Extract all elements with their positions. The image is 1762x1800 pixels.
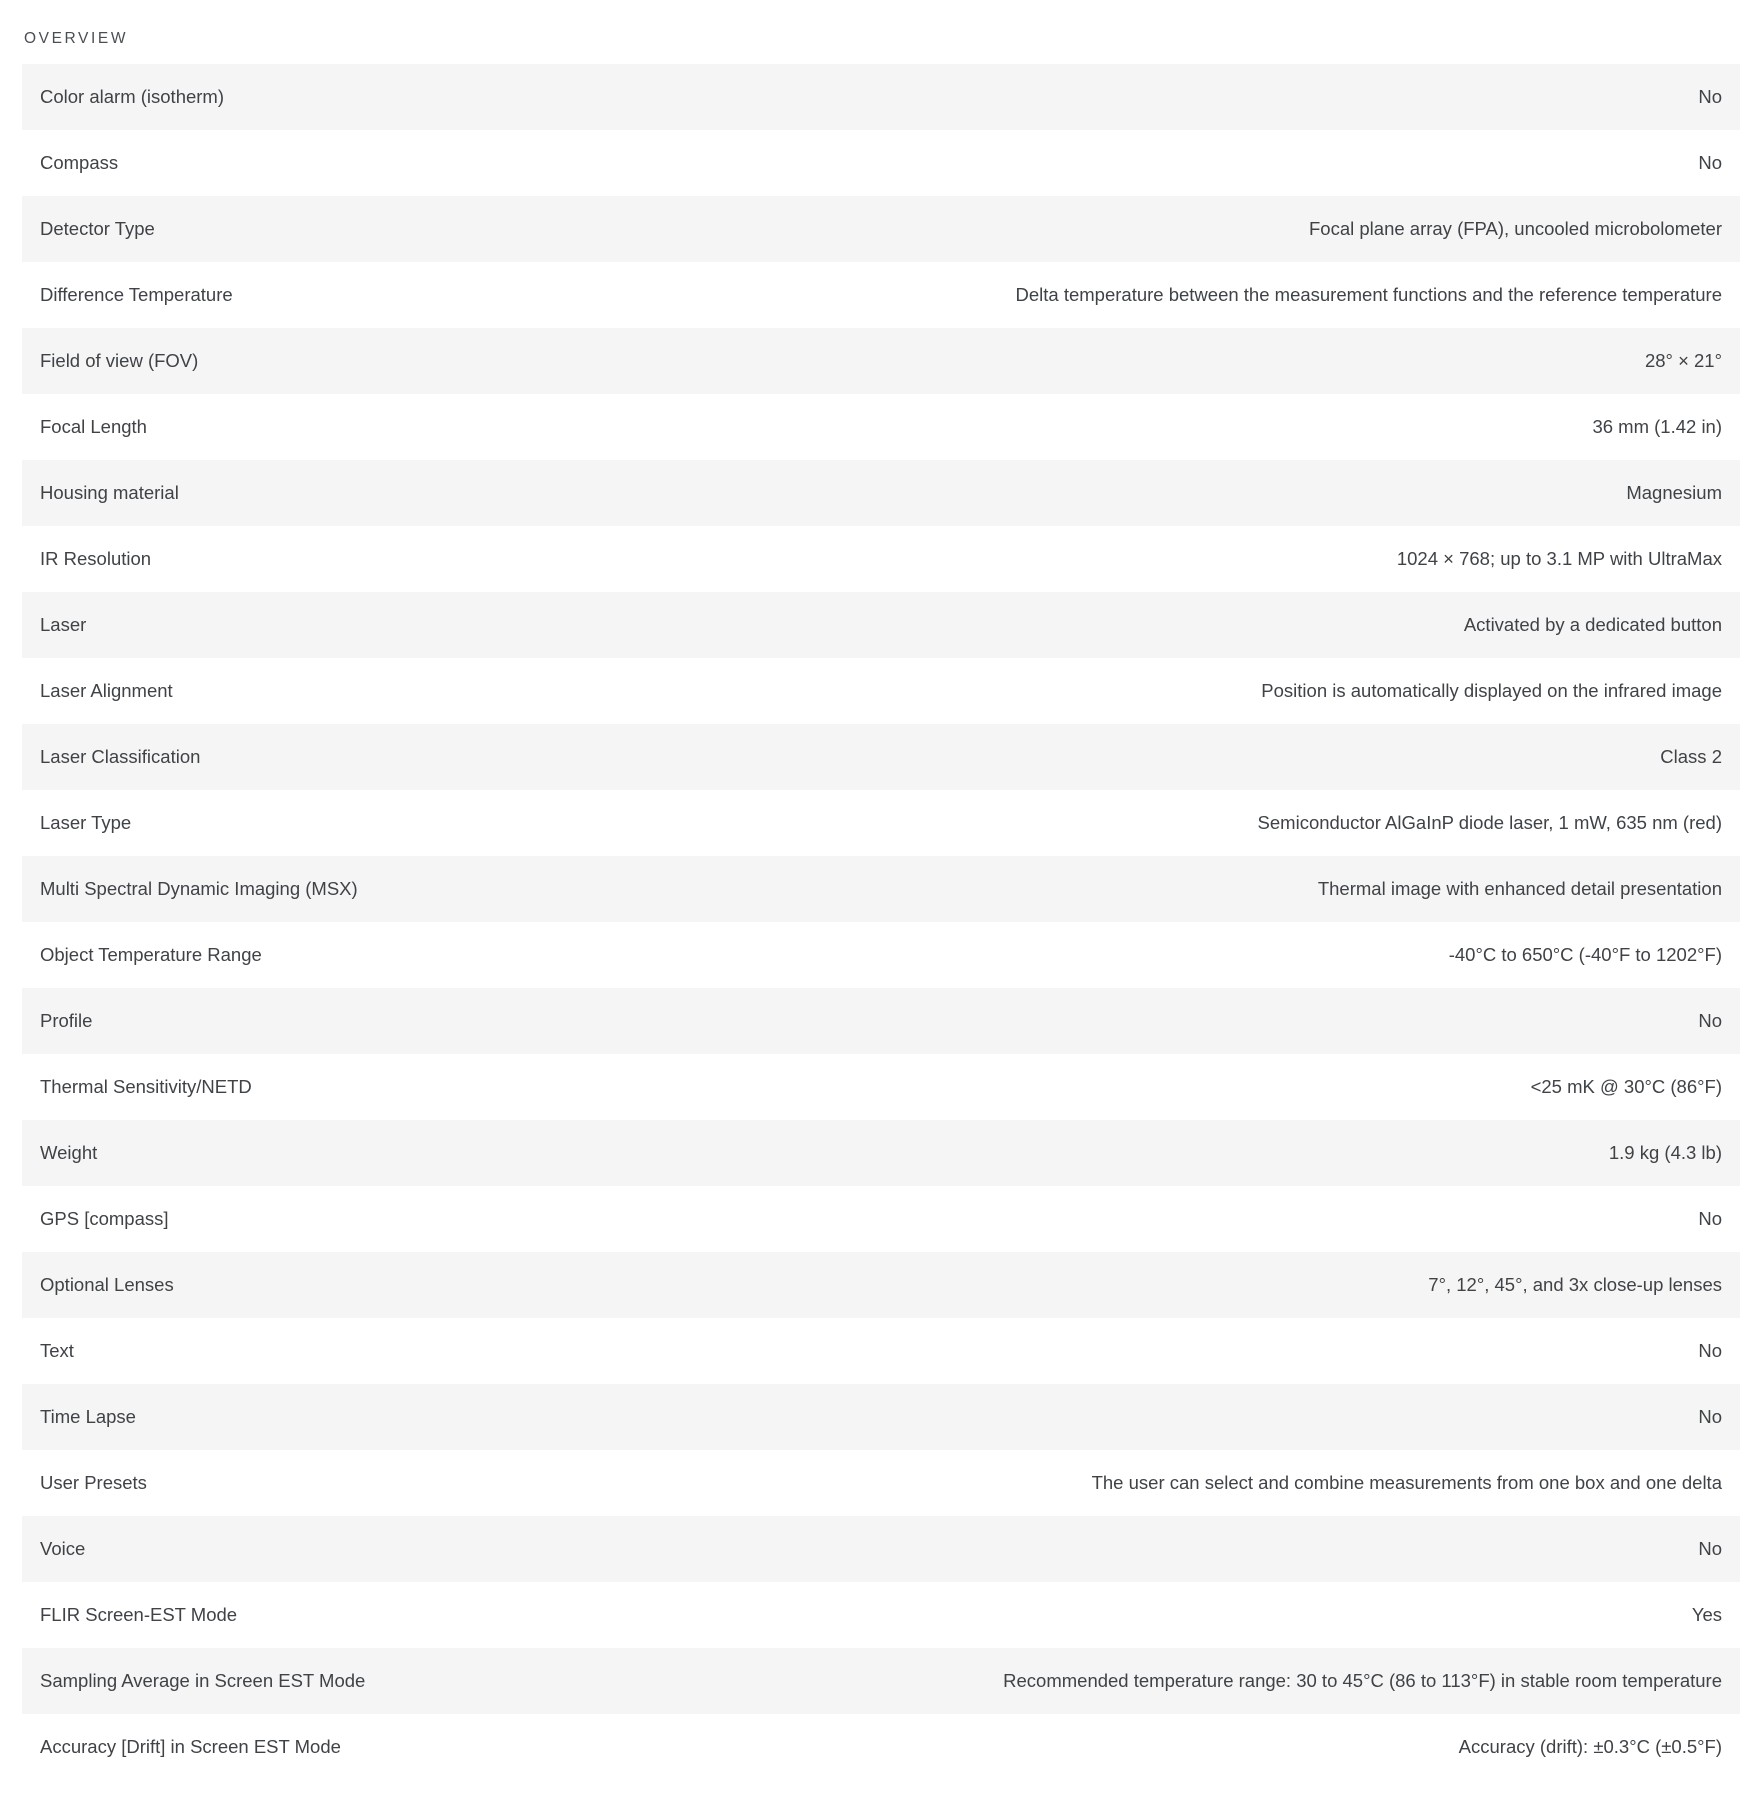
spec-label: Laser (22, 592, 744, 658)
table-row (22, 130, 1740, 196)
spec-value-cell (744, 724, 1740, 790)
spec-value: No (1698, 1208, 1722, 1229)
spec-label-cell (22, 394, 744, 460)
spec-label-cell (22, 526, 744, 592)
spec-value-cell (744, 988, 1740, 1054)
spec-value-cell (744, 130, 1740, 196)
spec-value: Accuracy (drift): ±0.3°C (±0.5°F) (1458, 1736, 1722, 1757)
spec-value: No (1698, 1340, 1722, 1361)
table-row (22, 1318, 1740, 1384)
spec-label-cell (22, 724, 744, 790)
table-row (22, 988, 1740, 1054)
spec-label: Multi Spectral Dynamic Imaging (MSX) (22, 856, 744, 922)
spec-value-cell (744, 1318, 1740, 1384)
spec-value: Focal plane array (FPA), uncooled microbolometer (744, 196, 1740, 262)
spec-label: User Presets (40, 1472, 147, 1493)
spec-label: Time Lapse (22, 1384, 744, 1450)
table-row (22, 658, 1740, 724)
spec-label-cell (22, 1648, 744, 1714)
spec-label: Object Temperature Range (40, 944, 262, 965)
spec-label: Voice (22, 1516, 744, 1582)
spec-label: Focal Length (40, 416, 147, 437)
spec-label: Field of view (FOV) (22, 328, 744, 394)
spec-value-cell (744, 1450, 1740, 1516)
spec-label-cell (22, 1714, 744, 1780)
spec-label-cell (22, 1318, 744, 1384)
spec-label: Optional Lenses (22, 1252, 744, 1318)
spec-value: Class 2 (744, 724, 1740, 790)
spec-label-cell (22, 592, 744, 658)
table-row (22, 328, 1740, 394)
table-row (22, 1648, 1740, 1714)
spec-value: Semiconductor AlGaInP diode laser, 1 mW, 635 nm (red) (1257, 812, 1722, 833)
table-row (22, 1186, 1740, 1252)
spec-label: Profile (22, 988, 744, 1054)
spec-value-cell (744, 1186, 1740, 1252)
spec-value: 28° × 21° (744, 328, 1740, 394)
spec-label-cell (22, 1516, 744, 1582)
spec-label-cell (22, 988, 744, 1054)
spec-value: 36 mm (1.42 in) (1592, 416, 1722, 437)
table-row (22, 394, 1740, 460)
table-row (22, 922, 1740, 988)
spec-value: 1024 × 768; up to 3.1 MP with UltraMax (1396, 548, 1722, 569)
spec-label: GPS [compass] (40, 1208, 169, 1229)
spec-label-cell (22, 328, 744, 394)
spec-value: No (744, 64, 1740, 130)
spec-value: 7°, 12°, 45°, and 3x close-up lenses (744, 1252, 1740, 1318)
spec-value: Magnesium (744, 460, 1740, 526)
spec-value: Yes (1691, 1604, 1722, 1625)
spec-label: Sampling Average in Screen EST Mode (22, 1648, 744, 1714)
table-row (22, 1054, 1740, 1120)
table-row (22, 1120, 1740, 1186)
spec-label: Color alarm (isotherm) (22, 64, 744, 130)
page-title: OVERVIEW (24, 30, 129, 47)
spec-value: No (744, 988, 1740, 1054)
spec-label-cell (22, 1186, 744, 1252)
spec-value: -40°C to 650°C (-40°F to 1202°F) (1448, 944, 1722, 965)
spec-value-cell (744, 394, 1740, 460)
spec-value-cell (744, 1582, 1740, 1648)
table-row (22, 1582, 1740, 1648)
specifications-table-body (22, 64, 1740, 1780)
spec-label-cell (22, 1054, 744, 1120)
table-row (22, 1252, 1740, 1318)
table-row (22, 1714, 1740, 1780)
spec-label-cell (22, 1450, 744, 1516)
spec-value: No (1698, 152, 1722, 173)
spec-label-cell (22, 856, 744, 922)
spec-label: FLIR Screen-EST Mode (40, 1604, 238, 1625)
table-row (22, 592, 1740, 658)
spec-value: 1.9 kg (4.3 lb) (744, 1120, 1740, 1186)
spec-value: Activated by a dedicated button (744, 592, 1740, 658)
spec-value-cell (744, 262, 1740, 328)
spec-label-cell (22, 1384, 744, 1450)
table-row (22, 790, 1740, 856)
table-row (22, 196, 1740, 262)
table-row (22, 856, 1740, 922)
spec-label: Detector Type (22, 196, 744, 262)
spec-value: Thermal image with enhanced detail presentation (744, 856, 1740, 922)
spec-value-cell (744, 64, 1740, 130)
spec-label-cell (22, 262, 744, 328)
spec-label: Accuracy [Drift] in Screen EST Mode (40, 1736, 341, 1757)
spec-label: Compass (40, 152, 119, 173)
spec-value-cell (744, 592, 1740, 658)
spec-value: The user can select and combine measurements from one box and one delta (1091, 1472, 1722, 1493)
spec-value: Delta temperature between the measurement functions and the reference temperature (1015, 284, 1722, 305)
spec-label-cell (22, 922, 744, 988)
spec-label: Laser Classification (22, 724, 744, 790)
spec-label-cell (22, 1252, 744, 1318)
spec-value: No (744, 1516, 1740, 1582)
spec-label: Weight (22, 1120, 744, 1186)
spec-label: Laser Type (40, 812, 132, 833)
spec-value-cell (744, 196, 1740, 262)
spec-label-cell (22, 1582, 744, 1648)
spec-label: IR Resolution (40, 548, 152, 569)
spec-value-cell (744, 1384, 1740, 1450)
spec-value-cell (744, 526, 1740, 592)
spec-value-cell (744, 1252, 1740, 1318)
spec-label: Laser Alignment (40, 680, 173, 701)
spec-label-cell (22, 1120, 744, 1186)
spec-label-cell (22, 460, 744, 526)
spec-value-cell (744, 790, 1740, 856)
table-row (22, 262, 1740, 328)
spec-value: Position is automatically displayed on the infrared image (1261, 680, 1722, 701)
table-row (22, 64, 1740, 130)
specifications-table (22, 64, 1740, 1780)
spec-value-cell (744, 1120, 1740, 1186)
spec-label-cell (22, 790, 744, 856)
spec-label: Housing material (22, 460, 744, 526)
spec-value-cell (744, 1648, 1740, 1714)
spec-value-cell (744, 1054, 1740, 1120)
table-row (22, 1384, 1740, 1450)
spec-label-cell (22, 130, 744, 196)
spec-value: No (744, 1384, 1740, 1450)
spec-value-cell (744, 1714, 1740, 1780)
table-row (22, 1516, 1740, 1582)
spec-value: <25 mK @ 30°C (86°F) (1530, 1076, 1722, 1097)
spec-value-cell (744, 856, 1740, 922)
spec-label: Difference Temperature (40, 284, 233, 305)
table-row (22, 526, 1740, 592)
spec-value-cell (744, 460, 1740, 526)
spec-label-cell (22, 658, 744, 724)
spec-value-cell (744, 1516, 1740, 1582)
spec-label-cell (22, 64, 744, 130)
table-row (22, 724, 1740, 790)
spec-value-cell (744, 922, 1740, 988)
spec-value: Recommended temperature range: 30 to 45°C (86 to 113°F) in stable room temperature (744, 1648, 1740, 1714)
table-row (22, 1450, 1740, 1516)
spec-label: Text (40, 1340, 74, 1361)
spec-label-cell (22, 196, 744, 262)
spec-value-cell (744, 328, 1740, 394)
spec-value-cell (744, 658, 1740, 724)
spec-label: Thermal Sensitivity/NETD (40, 1076, 252, 1097)
table-row (22, 460, 1740, 526)
